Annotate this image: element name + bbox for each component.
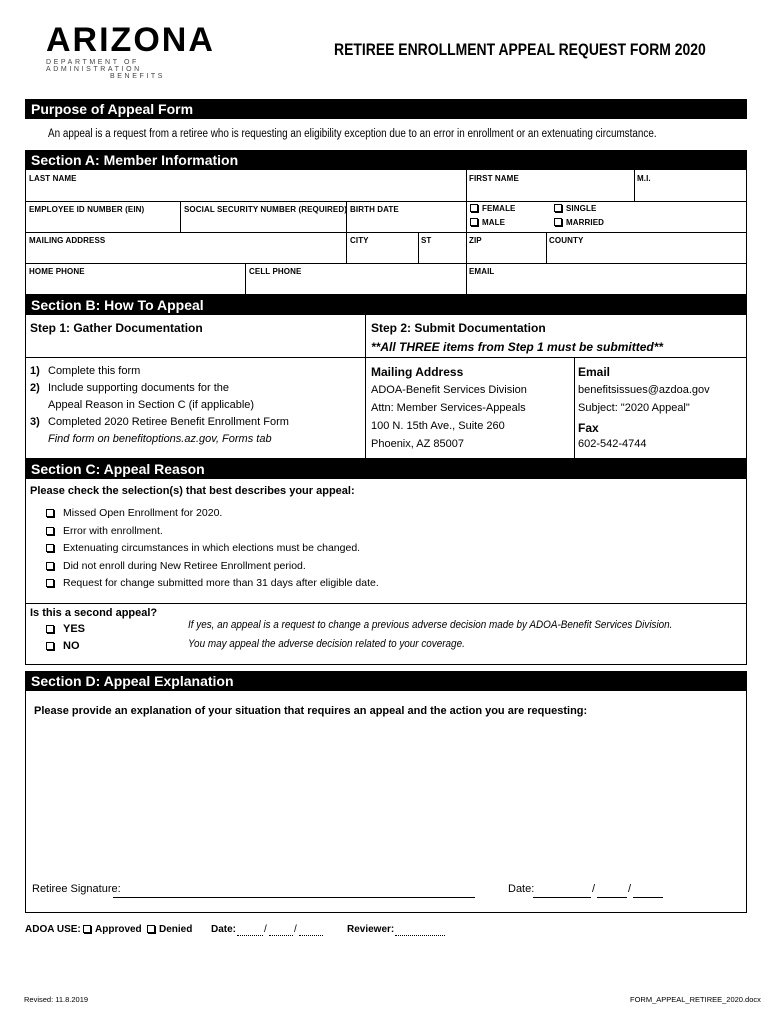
explanation-textarea[interactable] bbox=[34, 725, 738, 865]
mailing-title: Mailing Address bbox=[371, 365, 464, 379]
male-checkbox[interactable]: MALE bbox=[470, 218, 505, 227]
reviewer-label: Reviewer: bbox=[347, 924, 395, 935]
logo-wordmark: ARIZONA bbox=[46, 21, 215, 59]
zip-field[interactable]: ZIP bbox=[469, 236, 482, 245]
approved-checkbox[interactable]: Approved bbox=[83, 924, 142, 935]
revised-date: Revised: 11.8.2019 bbox=[24, 995, 89, 1004]
reason-checkbox[interactable]: Request for change submitted more than 31 days after eligible date. bbox=[46, 575, 379, 593]
form-title: RETIREE ENROLLMENT APPEAL REQUEST FORM 2020 bbox=[334, 40, 706, 59]
single-checkbox[interactable]: SINGLE bbox=[554, 204, 596, 213]
married-checkbox[interactable]: MARRIED bbox=[554, 218, 604, 227]
retiree-signature-label: Retiree Signature: bbox=[32, 883, 121, 895]
ssn-field[interactable]: SOCIAL SECURITY NUMBER (REQUIRED) bbox=[184, 205, 348, 214]
list-item: Appeal Reason in Section C (if applicable) bbox=[48, 399, 255, 411]
list-item: 3) Completed 2020 Retiree Benefit Enrollment Form bbox=[30, 416, 289, 428]
checkbox-icon bbox=[147, 925, 155, 933]
checkbox-icon bbox=[46, 642, 54, 650]
logo-subtitle: DEPARTMENT OF ADMINISTRATION bbox=[46, 59, 142, 73]
last-name-field[interactable]: LAST NAME bbox=[29, 174, 77, 183]
step1-list bbox=[30, 363, 289, 448]
logo-subtitle-benefits: BENEFITS bbox=[110, 73, 166, 80]
checkbox-icon bbox=[46, 509, 54, 517]
reason-checkbox[interactable]: Did not enroll during New Retiree Enrollment period. bbox=[46, 558, 379, 576]
checkbox-icon bbox=[46, 544, 54, 552]
denied-checkbox[interactable]: Denied bbox=[147, 924, 192, 935]
section-a-header: Section A: Member Information bbox=[25, 150, 747, 170]
how-to-appeal-box bbox=[25, 315, 747, 459]
reason-checkbox[interactable]: Error with enrollment. bbox=[46, 523, 379, 541]
signature-line[interactable] bbox=[113, 897, 475, 898]
list-item: 1) Complete this form bbox=[30, 365, 141, 377]
signature-date-field[interactable]: / / bbox=[533, 884, 663, 898]
section-d-header: Section D: Appeal Explanation bbox=[25, 671, 747, 691]
mailing-address-block: Mailing Address ADOA-Benefit Services Division Attn: Member Services-Appeals 100 N. 15th Ave., Suite 260 Phoenix, AZ 85007 bbox=[371, 365, 527, 450]
adoa-use-label: ADOA USE: bbox=[25, 924, 81, 935]
cell-phone-field[interactable]: CELL PHONE bbox=[249, 267, 302, 276]
fax-number: 602-542-4744 bbox=[578, 438, 647, 450]
second-appeal-yes[interactable]: YES bbox=[46, 623, 85, 635]
checkbox-icon bbox=[46, 625, 54, 633]
reason-checkbox[interactable]: Extenuating circumstances in which elections must be changed. bbox=[46, 540, 379, 558]
explanation-instruction: Please provide an explanation of your situation that requires an appeal and the action you are requesting: bbox=[34, 705, 588, 717]
file-name: FORM_APPEAL_RETIREE_2020.docx bbox=[630, 995, 761, 1004]
email-field[interactable]: EMAIL bbox=[469, 267, 495, 276]
appeal-instruction: Please check the selection(s) that best describes your appeal: bbox=[30, 485, 355, 497]
second-appeal-no[interactable]: NO bbox=[46, 640, 80, 652]
email-title: Email bbox=[578, 365, 611, 379]
step1-heading: Step 1: Gather Documentation bbox=[30, 321, 203, 335]
appeal-explanation-box bbox=[25, 691, 747, 913]
second-appeal-note: If yes, an appeal is a request to change a previous adverse decision made by ADOA-Benefit Services Division. bbox=[188, 619, 673, 631]
appeal-reason-box bbox=[25, 479, 747, 665]
second-appeal-question: Is this a second appeal? bbox=[30, 607, 158, 619]
purpose-text: An appeal is a request from a retiree who is requesting an eligibility exception due to an error in enrollment or an extenuating circumstance. bbox=[48, 128, 657, 140]
checkbox-icon bbox=[83, 925, 91, 933]
step2-heading: Step 2: Submit Documentation bbox=[371, 321, 546, 335]
checkbox-icon bbox=[554, 204, 562, 212]
reason-checkbox[interactable]: Missed Open Enrollment for 2020. bbox=[46, 505, 379, 523]
birth-date-field[interactable]: BIRTH DATE bbox=[350, 205, 399, 214]
checkbox-icon bbox=[554, 218, 562, 226]
second-appeal-note-2: You may appeal the adverse decision related to your coverage. bbox=[188, 638, 465, 650]
state-field[interactable]: ST bbox=[421, 236, 432, 245]
member-info-table bbox=[25, 170, 747, 295]
step2-note: **All THREE items from Step 1 must be submitted** bbox=[371, 340, 664, 354]
first-name-field[interactable]: FIRST NAME bbox=[469, 174, 519, 183]
find-form-note: Find form on benefitoptions.az.gov, Forms tab bbox=[48, 433, 272, 445]
email-block: Email benefitsissues@azdoa.gov Subject: "2020 Appeal" Fax 602-542-4744 bbox=[578, 363, 710, 453]
county-field[interactable]: COUNTY bbox=[549, 236, 584, 245]
adoa-date-field[interactable]: / / bbox=[237, 924, 323, 936]
checkbox-icon bbox=[470, 218, 478, 226]
adoa-use-row bbox=[25, 924, 747, 940]
section-b-header: Section B: How To Appeal bbox=[25, 295, 747, 315]
checkbox-icon bbox=[46, 527, 54, 535]
home-phone-field[interactable]: HOME PHONE bbox=[29, 267, 85, 276]
reviewer-field[interactable] bbox=[395, 935, 445, 936]
checkbox-icon bbox=[46, 579, 54, 587]
fax-title: Fax bbox=[578, 421, 599, 435]
signature-date-label: Date: bbox=[508, 883, 535, 895]
reason-list bbox=[46, 505, 379, 593]
female-checkbox[interactable]: FEMALE bbox=[470, 204, 516, 213]
email-link[interactable]: benefitsissues@azdoa.gov bbox=[578, 384, 710, 396]
section-c-header: Section C: Appeal Reason bbox=[25, 459, 747, 479]
list-item: 2) Include supporting documents for the bbox=[30, 382, 230, 394]
mailing-address-field[interactable]: MAILING ADDRESS bbox=[29, 236, 106, 245]
purpose-header: Purpose of Appeal Form bbox=[25, 99, 747, 119]
city-field[interactable]: CITY bbox=[350, 236, 369, 245]
ein-field[interactable]: EMPLOYEE ID NUMBER (EIN) bbox=[29, 205, 145, 214]
checkbox-icon bbox=[470, 204, 478, 212]
arizona-logo bbox=[46, 22, 226, 80]
checkbox-icon bbox=[46, 562, 54, 570]
adoa-date-label: Date: bbox=[211, 924, 237, 935]
mi-field[interactable]: M.I. bbox=[637, 174, 651, 183]
